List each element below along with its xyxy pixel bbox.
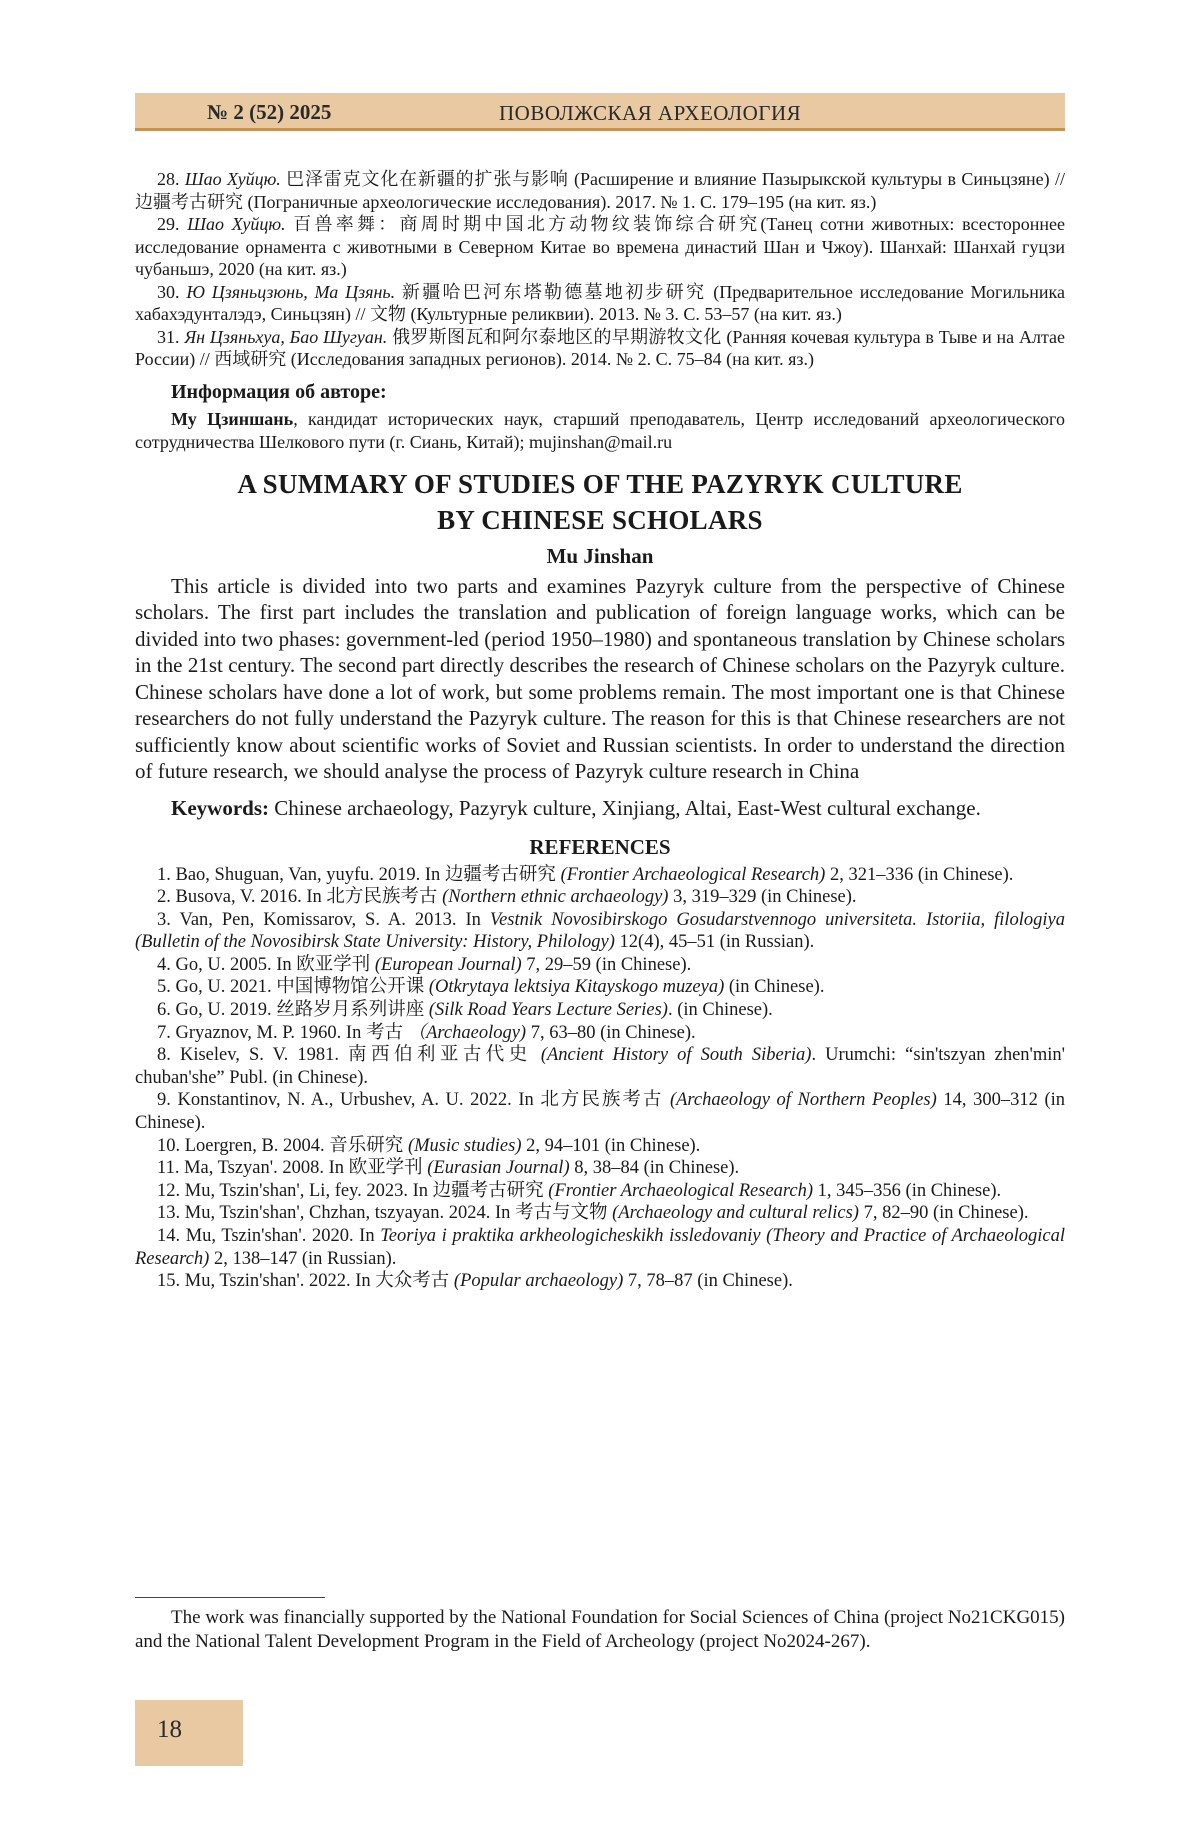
list-item: 29. Шао Хуйцю. 百兽率舞：商周时期中国北方动物纹装饰综合研究(Танец сотни животных: всестороннее исследование орнамента с животными в Северном Китае во времена династий Шан и Чжоу). Шанхай: Шанхай гуцзи чубаньшэ, 2020 (на кит. яз.)	[135, 213, 1065, 281]
list-item: 15. Mu, Tszin'shan'. 2022. In 大众考古 (Popular archaeology) 7, 78–87 (in Chinese).	[135, 1270, 1065, 1293]
issue-label: № 2 (52) 2025	[207, 100, 331, 125]
list-item: 11. Ma, Tszyan'. 2008. In 欧亚学刊 (Eurasian Journal) 8, 38–84 (in Chinese).	[135, 1157, 1065, 1180]
keywords-label: Keywords:	[171, 796, 269, 820]
author-info-heading: Информация об авторе:	[171, 381, 1065, 404]
list-item: 6. Go, U. 2019. 丝路岁月系列讲座 (Silk Road Years Lecture Series). (in Chinese).	[135, 999, 1065, 1022]
prev-references	[135, 168, 1065, 371]
list-item: 1. Bao, Shuguan, Van, yuyfu. 2019. In 边疆考古研究 (Frontier Archaeological Research) 2, 321–336 (in Chinese).	[135, 864, 1065, 887]
references-heading: REFERENCES	[135, 835, 1065, 860]
keywords	[135, 795, 1065, 821]
list-item: 10. Loergren, B. 2004. 音乐研究 (Music studies) 2, 94–101 (in Chinese).	[135, 1135, 1065, 1158]
author-info-name: Му Цзиншань	[171, 409, 293, 429]
author-info	[135, 408, 1065, 454]
footnote-divider	[135, 1597, 325, 1598]
funding-footnote: The work was financially supported by the National Foundation for Social Sciences of China (project No21CKG015) and the National Talent Development Program in the Field of Archeology (project No2024-267).	[135, 1606, 1065, 1654]
list-item: 30. Ю Цзяньцзюнь, Ма Цзянь. 新疆哈巴河东塔勒德墓地初步研究 (Предварительное исследование Могильника хабахэдунталэдэ, Синьцзян) // 文物 (Культурные реликвии). 2013. № 3. С. 53–57 (на кит. яз.)	[135, 281, 1065, 326]
list-item: 2. Busova, V. 2016. In 北方民族考古 (Northern ethnic archaeology) 3, 319–329 (in Chinese).	[135, 886, 1065, 909]
page-content	[135, 168, 1065, 1293]
list-item: 12. Mu, Tszin'shan', Li, fey. 2023. In 边疆考古研究 (Frontier Archaeological Research) 1, 345–356 (in Chinese).	[135, 1180, 1065, 1203]
keywords-text: Chinese archaeology, Pazyryk culture, Xinjiang, Altai, East-West cultural exchange.	[269, 796, 981, 820]
page-number: 18	[157, 1716, 182, 1744]
list-item: 14. Mu, Tszin'shan'. 2020. In Teoriya i praktika arkheologicheskikh issledovaniy (Theory and Practice of Archaeological Research) 2, 138–147 (in Russian).	[135, 1225, 1065, 1270]
list-item: 8. Kiselev, S. V. 1981. 南西伯利亚古代史 (Ancient History of South Siberia). Urumchi: “sin'tszyan zhen'min' chuban'she” Publ. (in Chinese).	[135, 1044, 1065, 1089]
list-item: 7. Gryaznov, M. P. 1960. In 考古 （Archaeology) 7, 63–80 (in Chinese).	[135, 1022, 1065, 1045]
article-author: Mu Jinshan	[135, 544, 1065, 569]
references-list	[135, 864, 1065, 1293]
list-item: 31. Ян Цзяньхуа, Бао Шугуан. 俄罗斯图瓦和阿尔泰地区的早期游牧文化 (Ранняя кочевая культура в Тыве и на Алтае России) // 西域研究 (Исследования западных регионов). 2014. № 2. С. 75–84 (на кит. яз.)	[135, 326, 1065, 371]
list-item: 3. Van, Pen, Komissarov, S. A. 2013. In Vestnik Novosibirskogo Gosudarstvennogo universiteta. Istoriia, filologiya (Bulletin of the Novosibirsk State University: History, Philology) 12(4), 45–51 (in Russian).	[135, 909, 1065, 954]
page-number-box	[135, 1700, 243, 1766]
running-header	[135, 93, 1065, 131]
author-info-text: , кандидат исторических наук, старший преподаватель, Центр исследований археологического сотрудничества Шелкового пути (г. Сиань, Китай); mujinshan@mail.ru	[135, 409, 1065, 452]
journal-title: ПОВОЛЖСКАЯ АРХЕОЛОГИЯ	[499, 101, 801, 126]
abstract: This article is divided into two parts and examines Pazyryk culture from the perspective of Chinese scholars. The first part includes the translation and publication of foreign language works, which can be divided into two phases: government-led (period 1950–1980) and spontaneous translation by Chinese scholars in the 21st century. The second part directly describes the research of Chinese scholars on the Pazyryk culture. Chinese scholars have done a lot of work, but some problems remain. The most important one is that Chinese researchers do not fully understand the Pazyryk culture. The reason for this is that Chinese researchers are not sufficiently know about scientific works of Soviet and Russian scientists. In order to understand the direction of future research, we should analyse the process of Pazyryk culture research in China	[135, 573, 1065, 785]
list-item: 4. Go, U. 2005. In 欧亚学刊 (European Journal) 7, 29–59 (in Chinese).	[135, 954, 1065, 977]
list-item: 5. Go, U. 2021. 中国博物馆公开课 (Otkrytaya lektsiya Kitayskogo muzeya) (in Chinese).	[135, 976, 1065, 999]
list-item: 28. Шао Хуйцю. 巴泽雷克文化在新疆的扩张与影响 (Расширение и влияние Пазырыкской культуры в Синьцзяне) // 边疆考古研究 (Пограничные археологические исследования). 2017. № 1. С. 179–195 (на кит. яз.)	[135, 168, 1065, 213]
list-item: 13. Mu, Tszin'shan', Chzhan, tszyayan. 2024. In 考古与文物 (Archaeology and cultural relics) 7, 82–90 (in Chinese).	[135, 1202, 1065, 1225]
article-title: A SUMMARY OF STUDIES OF THE PAZYRYK CULTURE BY CHINESE SCHOLARS	[135, 466, 1065, 538]
list-item: 9. Konstantinov, N. A., Urbushev, A. U. 2022. In 北方民族考古 (Archaeology of Northern Peoples) 14, 300–312 (in Chinese).	[135, 1089, 1065, 1134]
